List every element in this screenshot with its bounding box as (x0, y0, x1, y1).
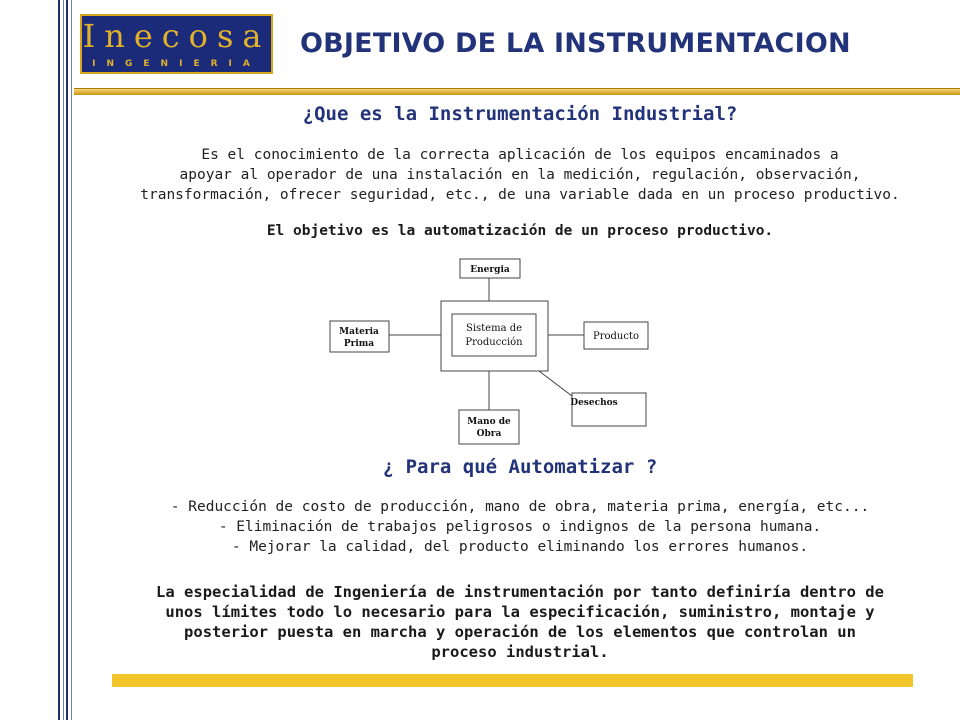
inecosa-logo (80, 14, 273, 74)
closing-line: unos límites todo lo necesario para la especificación, suministro, montaje y (165, 603, 875, 621)
center-label-line2: Producción (465, 337, 523, 348)
section1-heading: ¿Que es la Instrumentación Industrial? (302, 103, 738, 125)
logo-subtitle: INGENIERIA (92, 59, 261, 69)
center-inner-box (452, 314, 536, 356)
logo-brand: Inecosa (82, 17, 271, 55)
closing-line: La especialidad de Ingeniería de instrumentación por tanto definiría dentro de (156, 583, 884, 601)
rail-line (63, 0, 64, 720)
closing-line: posterior puesta en marcha y operación de los elementos que controlan un (184, 623, 856, 641)
gold-footer-bar (112, 674, 913, 687)
center-label-line1: Sistema de (465, 323, 523, 334)
closing-paragraph (90, 582, 950, 662)
closing-line: proceso industrial. (431, 643, 609, 661)
rail-line (71, 0, 72, 720)
materia-label-line1: Materia (339, 327, 379, 337)
section2-list (80, 497, 960, 557)
desechos-label: Desechos (570, 398, 618, 408)
paragraph-line: Es el conocimiento de la correcta aplicación de los equipos encaminados a (201, 147, 839, 163)
list-item: - Reducción de costo de producción, mano de obra, materia prima, energía, etc... (170, 499, 870, 515)
production-system-diagram (326, 256, 656, 448)
materia-label-line2: Prima (343, 339, 375, 349)
list-item: - Mejorar la calidad, del producto eliminando los errores humanos. (231, 539, 809, 555)
paragraph-line: apoyar al operador de una instalación en la medición, regulación, observación, (179, 167, 861, 183)
left-border-rails (58, 0, 74, 720)
mano-label-line1: Mano de (467, 417, 511, 427)
rail-line (58, 0, 60, 720)
connector-desechos (539, 371, 572, 396)
section2-heading: ¿ Para qué Automatizar ? (382, 456, 658, 478)
energia-label: Energia (470, 265, 510, 275)
gold-divider (74, 88, 960, 95)
producto-label: Producto (592, 331, 640, 342)
page-title: OBJETIVO DE LA INSTRUMENTACION (300, 28, 851, 59)
list-item: - Eliminación de trabajos peligrosos o indignos de la persona humana. (218, 519, 822, 535)
section1-paragraph (80, 145, 960, 205)
paragraph-line: transformación, ofrecer seguridad, etc., de una variable dada en un proceso productivo. (140, 187, 900, 203)
mano-label-line2: Obra (476, 429, 502, 439)
rail-line (66, 0, 68, 720)
objective-statement: El objetivo es la automatización de un proceso productivo. (266, 223, 774, 239)
